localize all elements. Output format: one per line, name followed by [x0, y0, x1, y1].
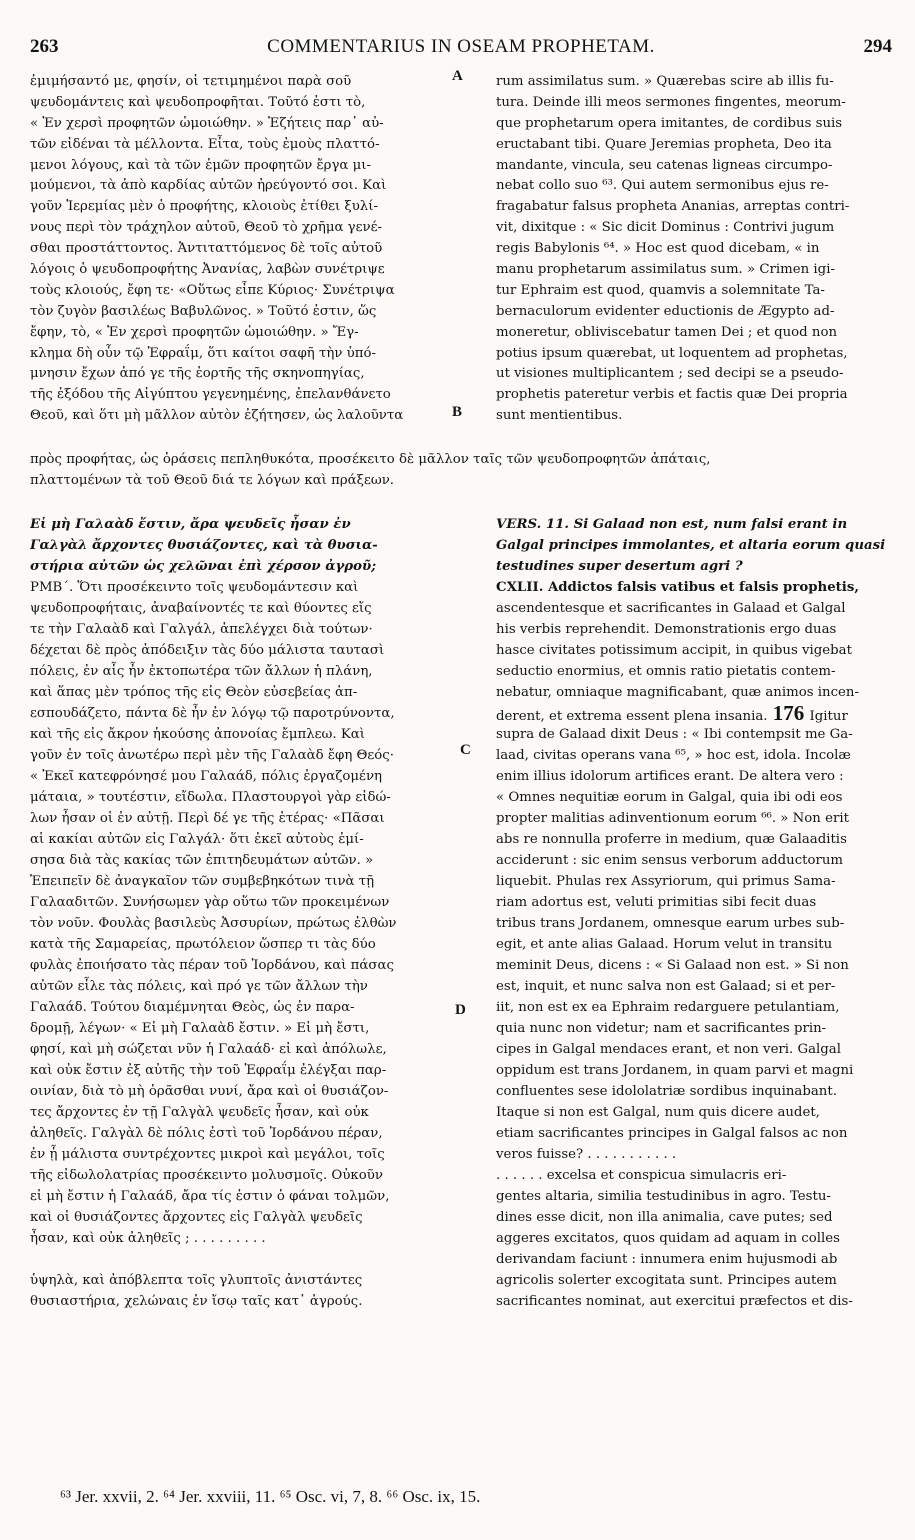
greek-text-line: γοῦν ἐν τοῖς ἀνωτέρω περὶ μὲν τῆς Γαλαὰδ ἔφη Θεός· [30, 748, 394, 763]
latin-text-line: tur Ephraim est quod, quamvis a solemnitate Ta- [496, 282, 825, 298]
greek-text-line: τὸν νοῦν. Φουλὰς βασιλεὺς Ἀσσυρίων, πρώτως ἐλθὼν [30, 916, 397, 931]
latin-text-line: potius ipsum quærebat, ut loquentem ad prophetas, [496, 345, 848, 361]
greek-text-line: εἰ μὴ ἔστιν ἡ Γαλαάδ, ἄρα τίς ἐστιν ὁ φάναι τολμῶν, [30, 1189, 390, 1204]
greek-text-line: καὶ οὐκ ἔστιν ἐξ αὐτῆς τὴν τοῦ Ἐφραΐμ ἐλέγξαι παρ- [30, 1063, 387, 1078]
greek-text-line: τὸν ζυγὸν βασιλέως Βαβυλῶνος. » Τοῦτό ἐστιν, ὥς [30, 303, 377, 319]
latin-text-line: VERS. 11. Si Galaad non est, num falsi erant in [496, 517, 848, 532]
greek-text-line: οινίαν, διὰ τὸ μὴ ὁρᾶσθαι νυνί, ἄρα καὶ οἱ θυσιάζον- [30, 1084, 389, 1099]
margin-marker-d: D [455, 1002, 466, 1018]
greek-text-line: τε τὴν Γαλαὰδ καὶ Γαλγάλ, ἀπελέγχει διὰ τούτων· [30, 622, 373, 637]
greek-text-line: στήρια αὐτῶν ὡς χελῶναι ἐπὶ χέρσον ἀγροῦ; [30, 559, 377, 574]
latin-text-line: que prophetarum opera imitantes, de cordibus suis [496, 115, 843, 131]
greek-text-line: δέχεται δὲ πρὸς ἀπόδειξιν τὰς δύο μάλιστα ταυτασὶ [30, 643, 385, 658]
greek-text-line: Θεοῦ, καὶ ὅτι μὴ μᾶλλον αὐτὸν ἐζήτησεν, ὡς λαλοῦντα [30, 408, 404, 424]
greek-text-line: μνησιν ἔχων ἀπό γε τῆς ἑορτῆς τῆς σκηνοπηγίας, [30, 366, 365, 382]
latin-text-line: aggeres excitatos, quos quidam ad aquam in colles [496, 1231, 840, 1246]
greek-text-line: πόλεις, ἐν αἷς ἦν ἐκτοπωτέρα τῶν ἄλλων ἡ πλάνη, [30, 664, 373, 679]
latin-text-line: . . . . . . excelsa et conspicua simulacris eri- [496, 1168, 787, 1183]
greek-text-line: καὶ τῆς εἰς ἄκρον ἡκούσης ἀπονοίας ἔμπλεω. Καὶ [30, 727, 365, 742]
latin-text-line: cipes in Galgal mendaces erant, et non veri. Galgal [496, 1042, 841, 1057]
latin-text-line: fragabatur falsus propheta Ananias, arreptas contri- [496, 199, 850, 215]
latin-text-line: quia nunc non videtur; nam et sacrificantes prin- [496, 1021, 827, 1036]
greek-text-line: μάταια, » τουτέστιν, εἴδωλα. Πλαστουργοὶ γὰρ εἰδώ- [30, 790, 391, 805]
latin-text-line: testudines super desertum agri ? [496, 559, 743, 574]
latin-text-line: moneretur, obliviscebatur tamen Dei ; et quod non [496, 324, 838, 340]
greek-text-line: καὶ οἱ θυσιάζοντες ἄρχοντες εἰς Γαλγὰλ ψευδεῖς [30, 1210, 363, 1225]
latin-text-line: egit, et ante alias Galaad. Horum velut in transitu [496, 937, 833, 952]
greek-text-line: λόγοις ὁ ψευδοπροφήτης Ἀνανίας, λαβὼν συνέτριψε [30, 262, 385, 278]
greek-text-line: φησί, καὶ μὴ σώζεται νῦν ἡ Γαλαάδ· εἰ καὶ ἀπόλωλε, [30, 1042, 387, 1057]
margin-marker-c: C [460, 742, 471, 758]
latin-text-line: oppidum est trans Jordanem, in quam parvi et magni [496, 1063, 854, 1078]
greek-text-line: τοὺς κλοιούς, ἔφη τε· «Οὕτως εἶπε Κύριος· Συνέτριψα [30, 282, 395, 298]
greek-text-line: Γαλγὰλ ἄρχοντες θυσιάζοντες, καὶ τὰ θυσια- [30, 538, 378, 553]
greek-text-line: καὶ ἅπας μὲν τρόπος τῆς εἰς Θεὸν εὐσεβείας ἀπ- [30, 685, 358, 700]
greek-text-line: γοῦν Ἱερεμίας μὲν ὁ προφήτης, κλοιοὺς ἐτίθει ξυλί- [30, 199, 378, 215]
greek-text-line: ἐμιμήσαντό με, φησίν, οἱ τετιμημένοι παρὰ σοῦ [30, 74, 352, 89]
greek-text-line: τῆς εἰδωλολατρίας προσέκειντο μολυσμοῖς. Οὐκοῦν [30, 1168, 383, 1183]
running-title: COMMENTARIUS IN OSEAM PROPHETAM. [267, 36, 655, 57]
greek-text-line: « Ἐκεῖ κατεφρόνησέ μου Γαλαάδ, πόλις ἐργαζομένη [30, 769, 382, 784]
greek-text-line: ἐν ᾗ μάλιστα συντρέχοντες μικροὶ καὶ μεγάλοι, τοῖς [30, 1147, 385, 1162]
greek-text-line: φυλὰς ἐποιήσατο τὰς πέραν τοῦ Ἰορδάνου, καὶ πάσας [30, 958, 394, 973]
latin-text-line: rum assimilatus sum. » Quærebas scire ab illis fu- [496, 74, 834, 89]
latin-text-line: nebat collo suo ⁶³. Qui autem sermonibus ejus re- [496, 178, 829, 194]
latin-text-line: veros fuisse? . . . . . . . . . . . [496, 1147, 677, 1162]
latin-text-line: prophetis pateretur verbis et factis quæ Dei propria [496, 387, 848, 403]
greek-text-line: τῆς ἐξόδου τῆς Αἰγύπτου γεγενημένης, ἐπελανθάνετο [30, 387, 391, 403]
greek-text-line: τῶν εἰδέναι τὰ μέλλοντα. Εἶτα, τοὺς ἐμοὺς πλαττό- [30, 136, 380, 152]
latin-text-line: mandante, vincula, seu catenas ligneas circumpo- [496, 157, 833, 173]
latin-text-line: ut visiones multiplicantem ; sed decipi se a pseudo- [496, 366, 844, 382]
greek-text-line: δρομῇ, λέγων· « Εἰ μὴ Γαλαὰδ ἔστιν. » Εἰ μὴ ἔστι, [30, 1021, 370, 1036]
latin-text-line: liquebit. Phulas rex Assyriorum, qui primus Sama- [496, 874, 836, 889]
greek-text-line: λων ἦσαν οἱ ἐν αὐτῇ. Περὶ δέ γε τῆς ἑτέρας· «Πᾶσαι [30, 811, 385, 826]
latin-text-line: hasce civitates potissimum accipit, in quibus vigebat [496, 643, 852, 658]
latin-column-upper [496, 72, 888, 427]
latin-text-line: sunt mentientibus. [496, 408, 623, 424]
latin-text-line: vit, dixitque : « Sic dicit Dominus : Contrivi jugum [496, 220, 835, 236]
greek-text-line: ἔφην, τὸ, « Ἐν χερσὶ προφητῶν ὡμοιώθην. » Ἔγ- [30, 324, 359, 340]
latin-text-line: confluentes sese idololatriæ sordibus inquinabant. [496, 1084, 837, 1099]
latin-text-line: iit, non est ex ea Ephraim redarguere petulantiam, [496, 1000, 840, 1015]
latin-text-line: etiam sacrificantes principes in Galgal falsos ac non [496, 1126, 848, 1141]
latin-text-line: bernaculorum evidenter eductionis de Ægypto ad- [496, 303, 835, 319]
latin-text-line: his verbis reprehendit. Demonstrationis ergo duas [496, 622, 837, 637]
latin-text-line: meminit Deus, dicens : « Si Galaad non est. » Si non [496, 958, 849, 973]
greek-text-line: κλημα δὴ οὖν τῷ Ἐφραΐμ, ὅτι καίτοι σαφῆ τὴν ὑπό- [30, 345, 376, 361]
latin-text-line: tribus trans Jordanem, omnesque earum urbes sub- [496, 916, 845, 931]
latin-text-line: Galgal principes immolantes, et altaria eorum quasi [496, 538, 886, 553]
latin-text-line: Itaque si non est Galgal, num quis dicere audet, [496, 1105, 820, 1120]
latin-text-line: eructabant tibi. Quare Jeremias propheta, Deo ita [496, 136, 832, 152]
greek-text-line: μούμενοι, τὰ ἀπὸ καρδίας αὐτῶν ἠρεύγοντό σοι. Καὶ [30, 178, 387, 194]
latin-column-lower [496, 514, 888, 1312]
latin-text-line: manu prophetarum assimilatus sum. » Crimen igi- [496, 262, 835, 278]
latin-text-line: sacrificantes nominat, aut exercitui præfectos et dis- [496, 1294, 853, 1309]
inline-following-word: Igitur [809, 709, 848, 724]
latin-text-line: seductio enormius, et omnis ratio pietatis contem- [496, 664, 836, 679]
latin-text-line: tura. Deinde illi meos sermones fingentes, meorum- [496, 94, 846, 110]
greek-text-line: « Ἐν χερσὶ προφητῶν ὡμοιώθην. » Ἐζήτεις παρ᾽ αὐ- [30, 115, 384, 131]
greek-text-line: Ἐπειπεῖν δὲ ἀναγκαῖον τῶν συμβεβηκότων τινὰ τῇ [30, 874, 375, 889]
greek-text-line: σθαι προστάττοντος. Ἀντιταττόμενος δὲ τοῖς αὐτοῦ [30, 241, 383, 257]
greek-text-line: Εἰ μὴ Γαλαὰδ ἔστιν, ἄρα ψευδεῖς ἦσαν ἐν [30, 517, 351, 532]
greek-full-width-line-1: πρὸς προφήτας, ὡς ὁράσεις πεπληθυκότα, προσέκειτο δὲ μᾶλλον ταῖς τῶν ψευδοπροφητῶν ἀπάταις, [30, 452, 711, 467]
left-page-number: 263 [30, 36, 59, 57]
greek-text-line: ἀληθεῖς. Γαλγὰλ δὲ πόλις ἐστὶ τοῦ Ἰορδάνου πέραν, [30, 1126, 383, 1141]
greek-text-line: εσπουδάζετο, πάντα δὲ ἦν ἐν λόγῳ τῷ παροτρύνοντα, [30, 706, 395, 721]
latin-text-line: gentes altaria, similia testudinibus in agro. Testu- [496, 1189, 831, 1204]
latin-text-line: dines esse dicit, non illa animalia, cave putes; sed [496, 1210, 833, 1225]
inline-column-number: 176 [767, 703, 810, 724]
margin-marker-a: A [452, 68, 463, 84]
latin-text-line: « Omnes nequitiæ eorum in Galgal, quia ibi odi eos [496, 790, 843, 805]
greek-text-line: ψευδομάντεις καὶ ψευδοπροφῆται. Τοῦτό ἐστι τὸ, [30, 94, 366, 110]
greek-text-line: αἱ κακίαι αὐτῶν εἰς Γαλγάλ· ὅτι ἐκεῖ αὐτοὺς ἐμί- [30, 832, 364, 847]
latin-text-line: agricolis solerter excogitata sunt. Principes autem [496, 1273, 837, 1288]
latin-text-line: propter malitias adinventionum eorum ⁶⁶. » Non erit [496, 811, 849, 826]
greek-text-line: θυσιαστήρια, χελώναις ἐν ἴσῳ ταῖς κατ᾽ ἀγρούς. [30, 1294, 363, 1309]
page-header [30, 36, 892, 66]
greek-text-line: ὑψηλὰ, καὶ ἀπόβλεπτα τοῖς γλυπτοῖς ἀνιστάντες [30, 1273, 363, 1288]
latin-text-line: abs re nonnulla proferre in medium, quæ Galaaditis [496, 832, 847, 847]
latin-text-line: riam adortus est, veluti primitias sibi fecit duas [496, 895, 817, 910]
latin-text-line: regis Babylonis ⁶⁴. » Hoc est quod dicebam, « in [496, 241, 820, 257]
greek-text-line: ΡΜΒ´. Ὅτι προσέκειντο τοῖς ψευδομάντεσιν καὶ [30, 580, 359, 595]
latin-text-line: laad, civitas operans vana ⁶⁵, » hoc est, idola. Incolæ [496, 748, 851, 763]
latin-text-line: nebatur, omniaque magnificabant, quæ animos incen- [496, 685, 859, 700]
greek-text-line: σησα διὰ τὰς κακίας τῶν ἐπιτηδευμάτων αὐτῶν. » [30, 853, 374, 868]
right-page-number: 294 [863, 36, 892, 57]
latin-text-line: derent, et extrema essent plena insania. 176 Igitur [496, 703, 848, 724]
greek-text-line: ψευδοπροφήταις, ἀναβαίνοντές τε καὶ θύοντες εἴς [30, 601, 372, 616]
footnotes: ⁶³ Jer. xxvii, 2. ⁶⁴ Jer. xxviii, 11. ⁶⁵ Osc. vi, 7, 8. ⁶⁶ Osc. ix, 15. [60, 1487, 481, 1506]
greek-text-line: τες ἄρχοντες ἐν τῇ Γαλγὰλ ψευδεῖς ἦσαν, καὶ οὐκ [30, 1105, 369, 1120]
greek-text-line: Γαλααδιτῶν. Συνήσωμεν γὰρ οὕτω τῶν προκειμένων [30, 895, 390, 910]
greek-text-line: αὐτῶν εἷλε τὰς πόλεις, καὶ πρό γε τῶν ἄλλων τὴν [30, 979, 368, 994]
greek-full-width-line-2: πλαττομένων τὰ τοῦ Θεοῦ διά τε λόγων καὶ πράξεων. [30, 473, 395, 488]
greek-text-line: Γαλαάδ. Τούτου διαμέμνηται Θεὸς, ὡς ἐν παρα- [30, 1000, 355, 1015]
greek-text-line: κατὰ τῆς Σαμαρείας, πρωτόλειον ὥσπερ τι τὰς δύο [30, 937, 376, 952]
latin-text-line: acciderunt : sic enim sensus verborum adductorum [496, 853, 844, 868]
greek-column-upper [30, 72, 440, 427]
latin-text-line: derivandam faciunt : innumera enim hujusmodi ab [496, 1252, 838, 1267]
greek-text-line: μενοι λόγους, καὶ τὰ τῶν ἐμῶν προφητῶν ἔργα μι- [30, 157, 371, 173]
margin-marker-b: B [452, 404, 463, 420]
latin-text-line: est, inquit, et nunc salva non est Galaad; si et per- [496, 979, 836, 994]
latin-text-line: CXLII. Addictos falsis vatibus et falsis prophetis, [496, 580, 859, 595]
greek-text-line: ἦσαν, καὶ οὐκ ἀληθεῖς ; . . . . . . . . . [30, 1231, 266, 1246]
greek-text-line [30, 1249, 440, 1270]
greek-text-line: νους περὶ τὸν τράχηλον αὐτοῦ, Θεοῦ τὸ χρῆμα γενέ- [30, 220, 382, 236]
latin-text-line: enim illius idolorum artifices erant. De altera vero : [496, 769, 844, 784]
latin-text-line: supra de Galaad dixit Deus : « Ibi contempsit me Ga- [496, 727, 853, 742]
greek-column-lower [30, 514, 440, 1312]
latin-text-line: ascendentesque et sacrificantes in Galaad et Galgal [496, 601, 846, 616]
